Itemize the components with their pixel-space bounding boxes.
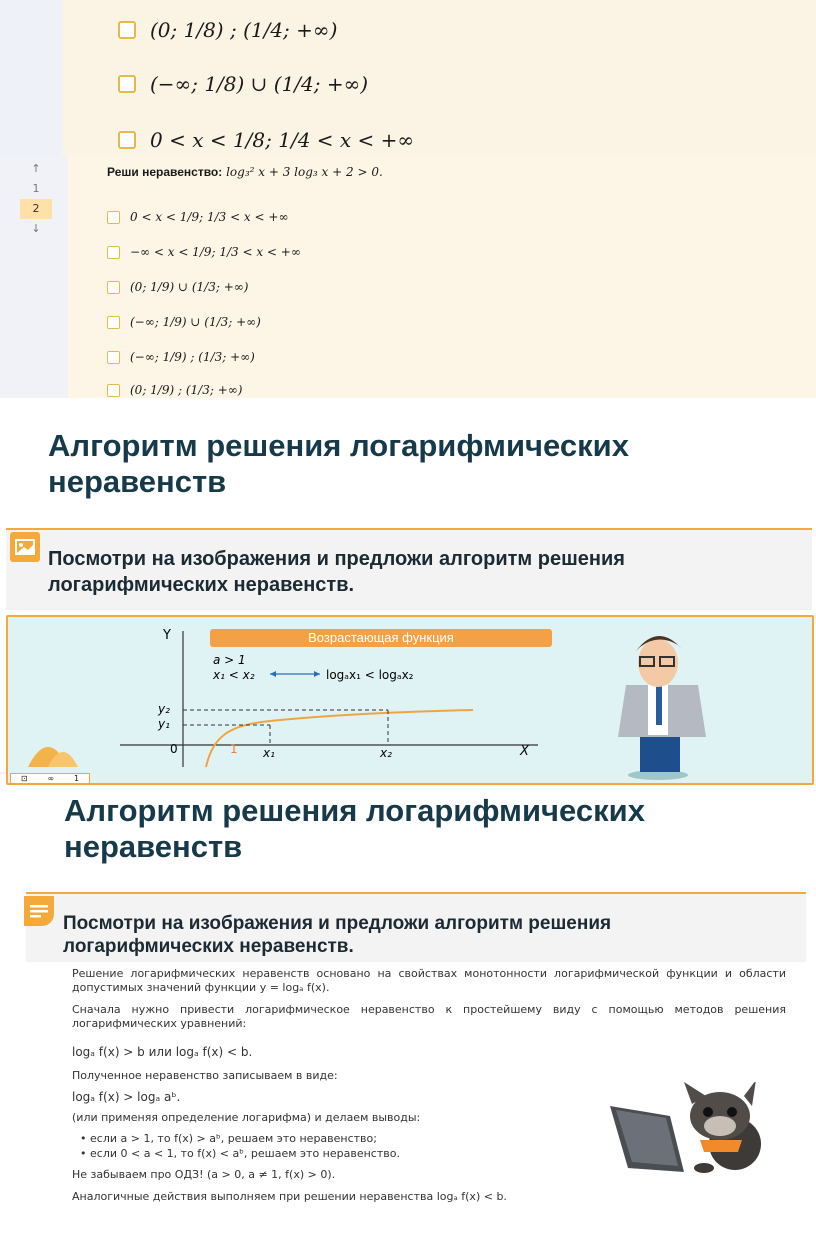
relation-left: x₁ < x₂ bbox=[213, 668, 255, 682]
answer-option[interactable] bbox=[107, 350, 255, 364]
slide-controls bbox=[10, 773, 90, 785]
teacher-illustration bbox=[618, 636, 706, 780]
checkbox[interactable] bbox=[118, 75, 136, 93]
option-label: (−∞; 1/8) ∪ (1/4; +∞) bbox=[150, 72, 369, 96]
paragraph: Аналогичные действия выполняем при решении неравенства logₐ f(x) < b. bbox=[72, 1190, 507, 1203]
checkbox[interactable] bbox=[107, 384, 120, 397]
list-item: • если a > 1, то f(x) > aᵇ, решаем это неравенство; bbox=[80, 1132, 377, 1145]
checkbox[interactable] bbox=[107, 211, 120, 224]
option-label: 0 < x < 1/9; 1/3 < x < +∞ bbox=[130, 210, 289, 224]
option-label: (0; 1/9) ; (1/3; +∞) bbox=[130, 383, 243, 397]
y2-label: y₂ bbox=[158, 702, 170, 716]
nav-item-2[interactable]: 2 bbox=[20, 199, 52, 219]
y1-label: y₁ bbox=[158, 717, 170, 731]
slide-image bbox=[6, 615, 814, 785]
question-panel-2 bbox=[0, 155, 816, 398]
checkbox[interactable] bbox=[107, 351, 120, 364]
answer-option[interactable] bbox=[118, 18, 337, 42]
list-item-text: если a > 1, то f(x) > aᵇ, решаем это неравенство; bbox=[90, 1132, 377, 1145]
checkbox[interactable] bbox=[107, 281, 120, 294]
dog-with-laptop-illustration bbox=[610, 1082, 770, 1174]
y-axis-label: Y bbox=[163, 628, 171, 643]
answer-option[interactable] bbox=[118, 128, 414, 152]
fullscreen-icon[interactable]: ⊡ bbox=[20, 774, 28, 783]
option-label: (−∞; 1/9) ; (1/3; +∞) bbox=[130, 350, 255, 364]
plant-decoration bbox=[28, 747, 78, 767]
option-label: −∞ < x < 1/9; 1/3 < x < +∞ bbox=[130, 245, 301, 259]
paragraph: Не забываем про ОДЗ! (a > 0, a ≠ 1, f(x) > 0). bbox=[72, 1168, 336, 1181]
nav-down-icon[interactable]: ↓ bbox=[31, 222, 41, 235]
option-label: (−∞; 1/9) ∪ (1/3; +∞) bbox=[130, 315, 261, 329]
slide-banner: Возрастающая функция bbox=[210, 629, 552, 647]
option-label: 0 < x < 1/8; 1/4 < x < +∞ bbox=[150, 128, 415, 152]
paragraph: (или применяя определение логарифма) и делаем выводы: bbox=[72, 1111, 421, 1124]
side-strip bbox=[0, 0, 62, 155]
checkbox[interactable] bbox=[107, 246, 120, 259]
answer-options-panel-1 bbox=[0, 0, 816, 155]
task-text: Посмотри на изображения и предложи алгоритм решения логарифмических неравенств. bbox=[48, 548, 625, 596]
loop-icon[interactable]: ∞ bbox=[47, 774, 55, 783]
checkbox[interactable] bbox=[118, 21, 136, 39]
x-axis-label: X bbox=[520, 744, 529, 759]
answer-option[interactable] bbox=[118, 72, 368, 96]
document-icon bbox=[24, 896, 54, 926]
x2-label: x₂ bbox=[380, 746, 392, 760]
formula: logₐ f(x) > logₐ aᵇ. bbox=[72, 1090, 181, 1104]
nav-item-1[interactable]: 1 bbox=[32, 182, 40, 195]
question-text bbox=[107, 165, 383, 179]
origin-label: 0 bbox=[170, 742, 178, 756]
formula: logₐ f(x) > b или logₐ f(x) < b. bbox=[72, 1045, 253, 1059]
answer-option[interactable] bbox=[107, 383, 242, 397]
checkbox[interactable] bbox=[118, 131, 136, 149]
checkbox[interactable] bbox=[107, 316, 120, 329]
paragraph: Сначала нужно привести логарифмическое неравенство к простейшему виду с помощью методов решения логарифмических уравнений: bbox=[72, 1003, 786, 1030]
task-text: Посмотри на изображения и предложи алгоритм решения логарифмических неравенств. bbox=[63, 913, 612, 957]
question-nav bbox=[0, 155, 68, 398]
list-item-text: если 0 < a < 1, то f(x) < aᵇ, решаем это неравенство. bbox=[90, 1147, 400, 1160]
x1-label: x₁ bbox=[263, 746, 275, 760]
answer-option[interactable] bbox=[107, 210, 288, 224]
paragraph: Полученное неравенство записываем в виде: bbox=[72, 1069, 338, 1082]
question-label: Реши неравенство: bbox=[107, 165, 223, 179]
question-math: log₃² x + 3 log₃ x + 2 > 0. bbox=[226, 165, 383, 179]
section-title: Алгоритм решения логарифмических неравенств bbox=[48, 428, 629, 499]
task-card bbox=[26, 892, 806, 962]
condition: a > 1 bbox=[213, 653, 246, 667]
option-label: (0; 1/8) ; (1/4; +∞) bbox=[150, 18, 338, 42]
option-label: (0; 1/9) ∪ (1/3; +∞) bbox=[130, 280, 249, 294]
relation-right: logₐx₁ < logₐx₂ bbox=[326, 668, 414, 682]
answer-option[interactable] bbox=[107, 315, 261, 329]
section-title: Алгоритм решения логарифмических неравенств bbox=[64, 793, 645, 864]
answer-option[interactable] bbox=[107, 280, 248, 294]
task-card bbox=[6, 528, 812, 610]
paragraph: Решение логарифмических неравенств основано на свойствах монотонности логарифмической функции и области допустимых значений функции y = logₐ f(x). bbox=[72, 967, 786, 994]
one-label: 1 bbox=[230, 742, 238, 756]
page-indicator: 1 bbox=[73, 774, 80, 783]
image-icon bbox=[10, 532, 40, 562]
list-item: • если 0 < a < 1, то f(x) < aᵇ, решаем это неравенство. bbox=[80, 1147, 400, 1160]
nav-up-icon[interactable]: ↑ bbox=[31, 162, 41, 175]
answer-option[interactable] bbox=[107, 245, 301, 259]
